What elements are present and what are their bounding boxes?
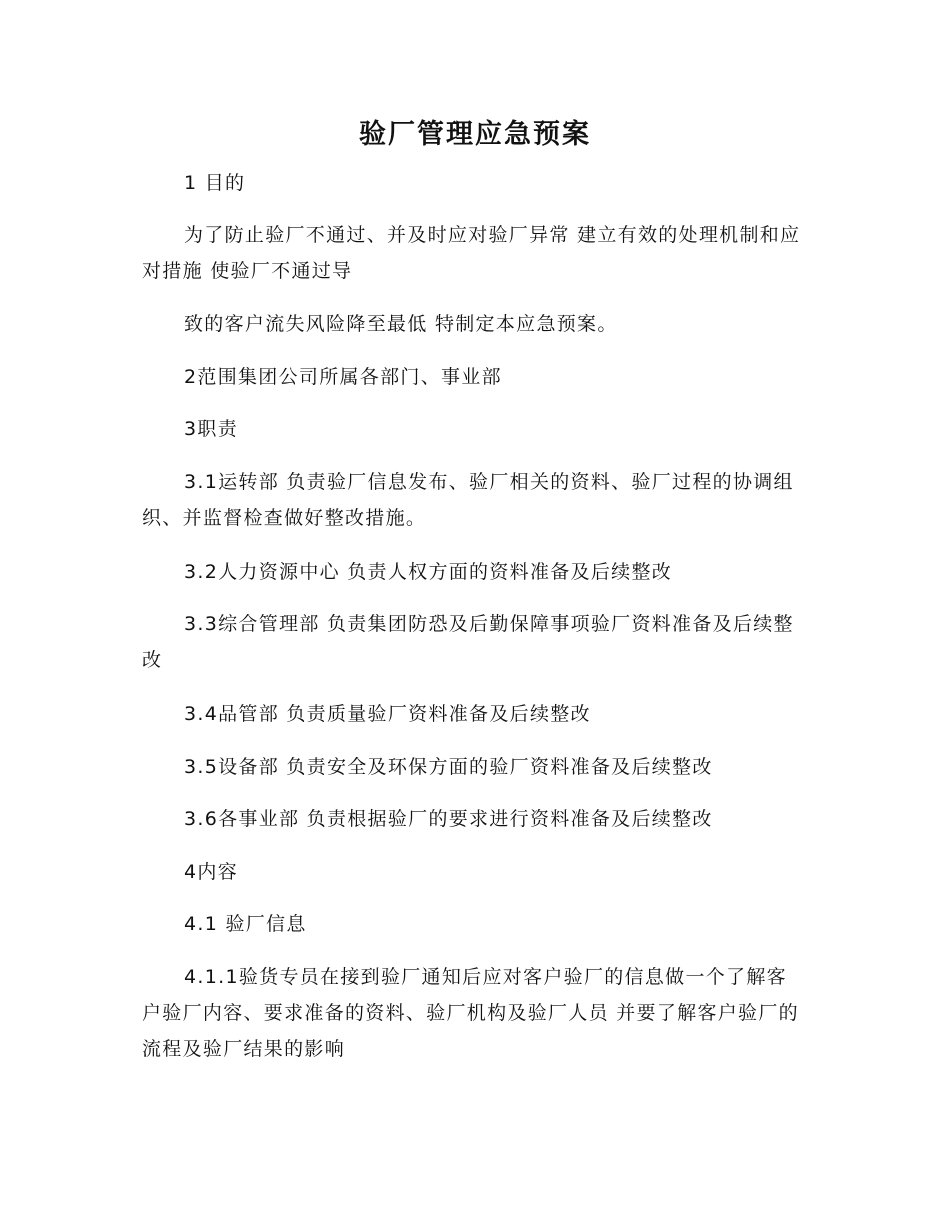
- heading-responsibilities: 3职责: [184, 418, 238, 440]
- paragraph-3-1: 3.1运转部 负责验厂信息发布、验厂相关的资料、验厂过程的协调组织、并监督检查做好整改措施。: [142, 471, 794, 529]
- heading-content: 4内容: [184, 861, 238, 883]
- paragraph-3-2: 3.2人力资源中心 负责人权方面的资料准备及后续整改: [184, 561, 673, 583]
- heading-purpose: 1 目的: [184, 172, 246, 194]
- paragraph-3-6: 3.6各事业部 负责根据验厂的要求进行资料准备及后续整改: [184, 808, 713, 830]
- paragraph-purpose-2: 致的客户流失风险降至最低 特制定本应急预案。: [184, 313, 618, 335]
- document-title: 验厂管理应急预案: [359, 119, 591, 150]
- heading-4-1: 4.1 验厂信息: [184, 913, 307, 935]
- paragraph-3-5: 3.5设备部 负责安全及环保方面的验厂资料准备及后续整改: [184, 756, 713, 778]
- paragraph-3-3: 3.3综合管理部 负责集团防恐及后勤保障事项验厂资料准备及后续整改: [142, 613, 794, 671]
- paragraph-3-4: 3.4品管部 负责质量验厂资料准备及后续整改: [184, 703, 591, 725]
- heading-scope: 2范围集团公司所属各部门、事业部: [184, 366, 502, 388]
- paragraph-4-1-1: 4.1.1验货专员在接到验厂通知后应对客户验厂的信息做一个了解客户验厂内容、要求准备的资料、验厂机构及验厂人员 并要了解客户验厂的流程及验厂结果的影响: [142, 966, 799, 1060]
- paragraph-purpose-1: 为了防止验厂不通过、并及时应对验厂异常 建立有效的处理机制和应对措施 使验厂不通过导: [142, 224, 801, 282]
